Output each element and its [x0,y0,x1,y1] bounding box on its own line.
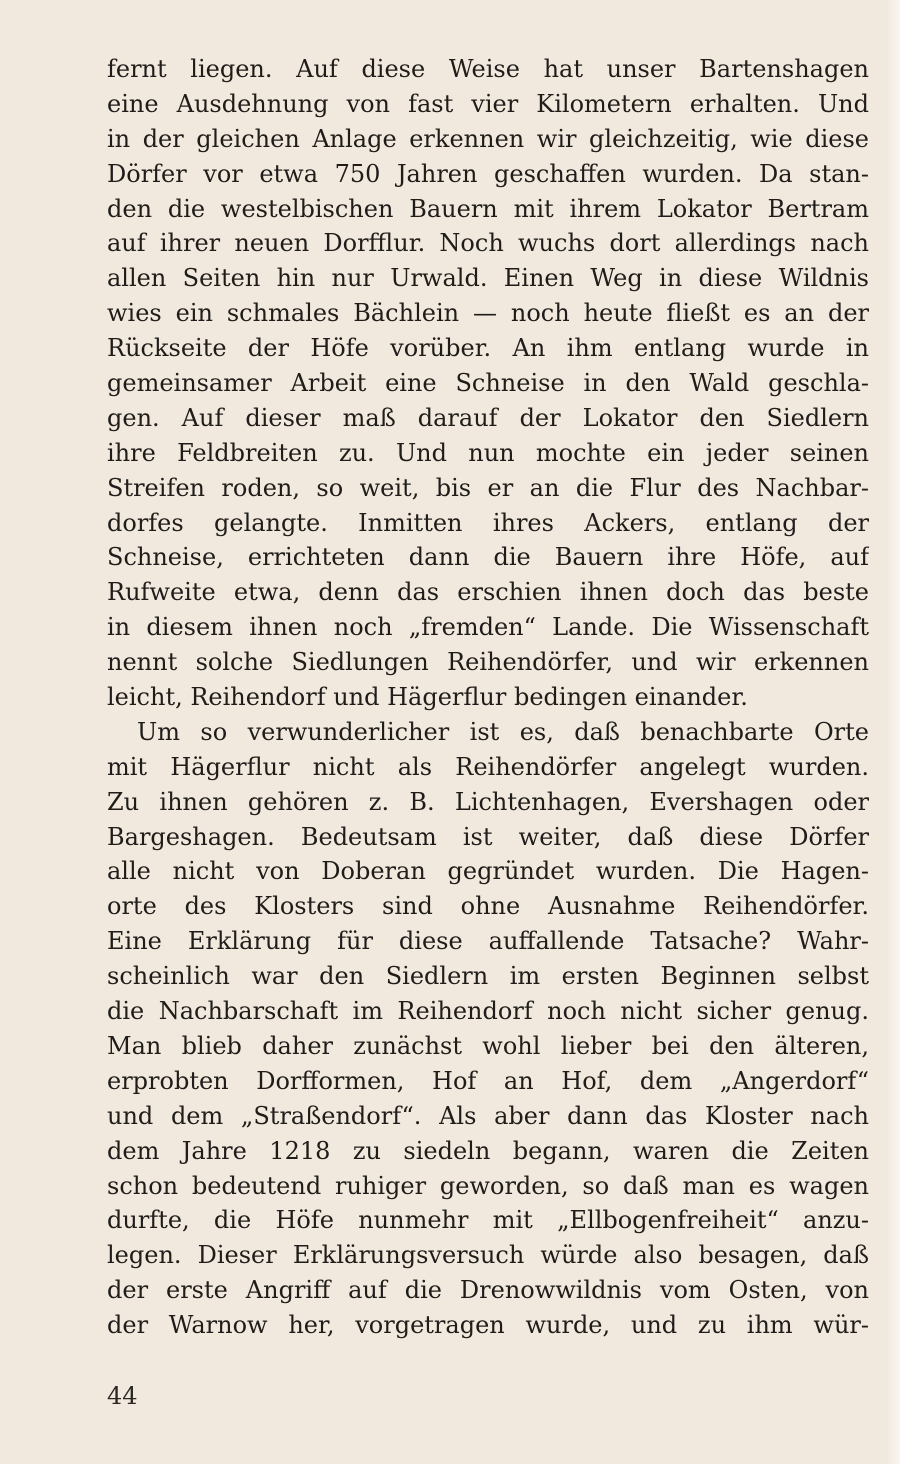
text-line: Zu ihnen gehören z. B. Lichtenhagen, Evershagen oder [107,787,869,816]
text-line: und dem „Straßendorf“. Als aber dann das Kloster nach [107,1101,869,1130]
text-line: auf ihrer neuen Dorfflur. Noch wuchs dort allerdings nach [107,229,869,258]
text-line: eine Ausdehnung von fast vier Kilometern erhalten. Und [107,89,869,118]
text-line: in diesem ihnen noch „fremden“ Lande. Die Wissenschaft [107,613,869,642]
text-line: den die westelbischen Bauern mit ihrem Lokator Bertram [107,194,869,223]
text-line: durfte, die Höfe nunmehr mit „Ellbogenfreiheit“ anzu- [107,1206,869,1235]
page-number: 44 [107,1382,138,1410]
text-line: wies ein schmales Bächlein — noch heute fließt es an der [107,299,869,328]
text-line: Bargeshagen. Bedeutsam ist weiter, daß diese Dörfer [107,822,869,851]
text-line: leicht, Reihendorf und Hägerflur bedingen einander. [107,683,748,712]
text-line: allen Seiten hin nur Urwald. Einen Weg in diese Wildnis [107,264,869,293]
text-line: schon bedeutend ruhiger geworden, so daß man es wagen [107,1171,869,1200]
text-line: der Warnow her, vorgetragen wurde, und zu ihm wür- [107,1311,869,1340]
text-line: fernt liegen. Auf diese Weise hat unser Bartenshagen [107,55,869,83]
text-line: alle nicht von Doberan gegründet wurden. Die Hagen- [107,857,869,886]
text-line: Dörfer vor etwa 750 Jahren geschaffen wurden. Da stan- [107,159,869,188]
body-text [107,52,869,1343]
text-line: dem Jahre 1218 zu siedeln begann, waren die Zeiten [107,1136,869,1165]
text-line: nennt solche Siedlungen Reihendörfer, und wir erkennen [107,648,869,677]
text-line: die Nachbarschaft im Reihendorf noch nicht sicher genug. [107,997,869,1026]
page-edge [886,0,900,1464]
paragraph-2 [107,715,869,1343]
text-line: Rückseite der Höfe vorüber. An ihm entlang wurde in [107,334,869,363]
text-line: ihre Feldbreiten zu. Und nun mochte ein jeder seinen [107,438,869,467]
text-line: gemeinsamer Arbeit eine Schneise in den Wald geschla- [107,369,869,398]
text-line: legen. Dieser Erklärungsversuch würde also besagen, daß [107,1241,869,1270]
text-line: der erste Angriff auf die Drenowwildnis vom Osten, von [107,1276,869,1305]
text-line: Streifen roden, so weit, bis er an die Flur des Nachbar- [107,473,869,502]
text-line: Man blieb daher zunächst wohl lieber bei den älteren, [107,1031,869,1060]
text-line: Eine Erklärung für diese auffallende Tatsache? Wahr- [107,927,869,956]
text-line: scheinlich war den Siedlern im ersten Beginnen selbst [107,962,869,991]
text-line: Schneise, errichteten dann die Bauern ihre Höfe, auf [107,543,869,572]
paragraph-1 [107,52,869,715]
text-line: Um so verwunderlicher ist es, daß benachbarte Orte [137,717,869,746]
text-line: Rufweite etwa, denn das erschien ihnen doch das beste [107,578,869,607]
text-line: orte des Klosters sind ohne Ausnahme Reihendörfer. [107,892,869,921]
text-line: gen. Auf dieser maß darauf der Lokator den Siedlern [107,403,869,432]
text-line: mit Hägerflur nicht als Reihendörfer angelegt wurden. [107,752,869,781]
text-line: in der gleichen Anlage erkennen wir gleichzeitig, wie diese [107,124,869,153]
text-line: dorfes gelangte. Inmitten ihres Ackers, entlang der [107,508,869,537]
text-line: erprobten Dorfformen, Hof an Hof, dem „Angerdorf“ [107,1066,869,1095]
